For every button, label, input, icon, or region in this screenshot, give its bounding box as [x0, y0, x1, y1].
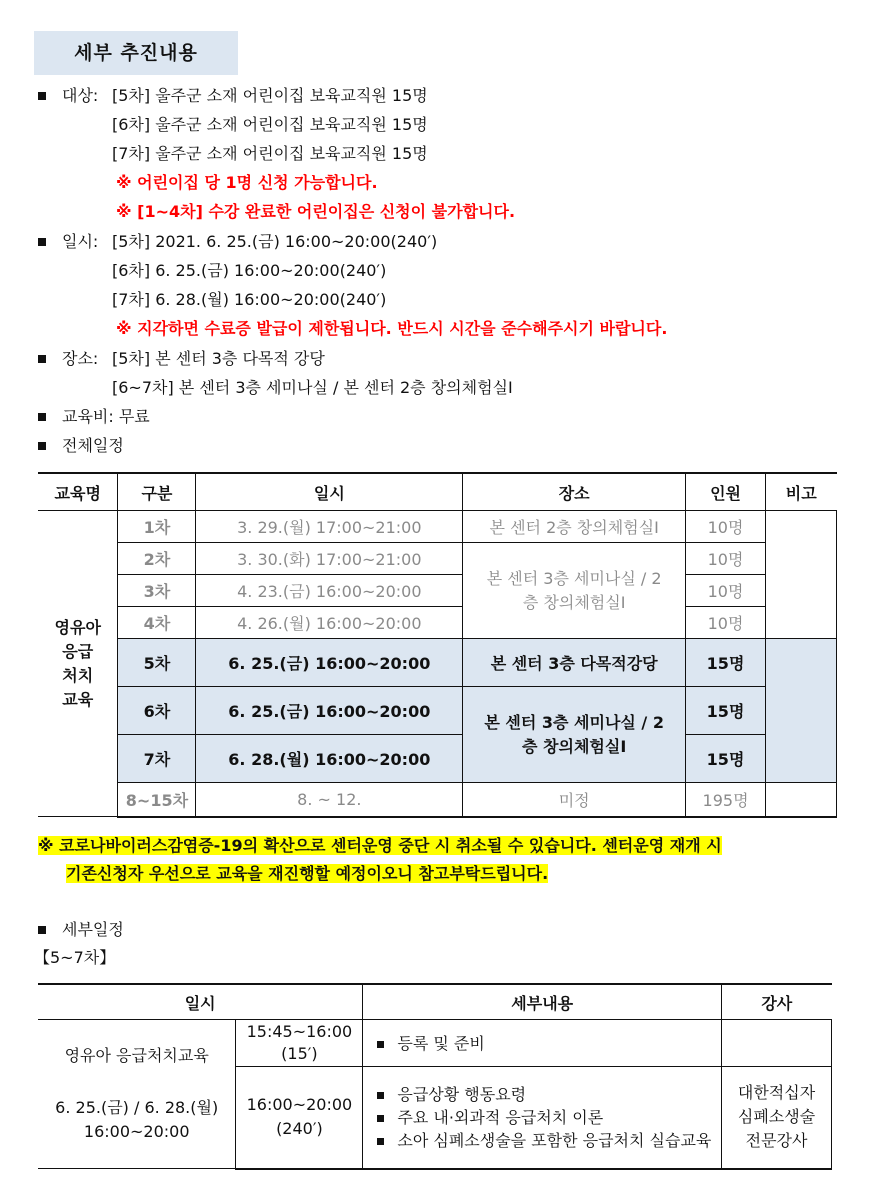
place-line-6-7: [6~7차] 본 센터 3층 세미나실 / 본 센터 2층 창의체험실Ⅰ: [112, 378, 513, 397]
session-count: 15명: [686, 639, 766, 687]
session-place: 본 센터 3층 세미나실 / 2층 창의체험실Ⅰ: [463, 687, 686, 783]
session-count: 15명: [686, 735, 766, 783]
session-no: 7차: [118, 735, 196, 783]
row2-instructor: [722, 1067, 832, 1169]
row1-time-cell: [236, 1020, 363, 1067]
header-remark: 비고: [766, 473, 837, 511]
session-count: 15명: [686, 687, 766, 735]
session-count: 10명: [686, 511, 766, 543]
date-note: ※ 지각하면 수료증 발급이 제한됩니다. 반드시 시간을 준수해주시기 바랍니다.: [116, 319, 668, 338]
bullet-icon: [38, 92, 46, 100]
session-no: 4차: [118, 607, 196, 639]
session-date: 8. ~ 12.: [196, 783, 463, 817]
header-instructor: 강사: [722, 984, 832, 1020]
detail-schedule-table: [38, 983, 832, 1170]
overall-schedule-table: [38, 472, 837, 818]
bullet-icon: [38, 413, 46, 421]
header-session: 구분: [118, 473, 196, 511]
row1-instructor: [722, 1020, 832, 1067]
session-count: 10명: [686, 607, 766, 639]
session-no: 2차: [118, 543, 196, 575]
session-place: 본 센터 2층 창의체험실Ⅰ: [463, 511, 686, 543]
target-line-7: [7차] 울주군 소재 어린이집 보육교직원 15명: [112, 144, 428, 163]
row1-item: 등록 및 준비: [375, 1032, 721, 1055]
row2-item: 주요 내·외과적 응급처치 이론: [375, 1106, 721, 1129]
instructor-line: 심폐소생술: [737, 1107, 816, 1127]
session-no: 5차: [118, 639, 196, 687]
target-note-1: ※ 어린이집 당 1명 신청 가능합니다.: [116, 173, 378, 192]
instructor-line: 대한적십자: [737, 1083, 816, 1103]
target-line-6: [6차] 울주군 소재 어린이집 보육교직원 15명: [112, 115, 428, 134]
session-place: 본 센터 3층 다목적강당: [463, 639, 686, 687]
session-no: 6차: [118, 687, 196, 735]
session-date: 6. 25.(금) 16:00~20:00: [196, 639, 463, 687]
target-line-5: [5차] 울주군 소재 어린이집 보육교직원 15명: [112, 86, 428, 105]
row1-time: 15:45~16:00: [246, 1022, 353, 1041]
row1-duration: (15′): [281, 1044, 318, 1063]
header-date: 일시: [196, 473, 463, 511]
row2-item: 응급상황 행동요령: [375, 1083, 721, 1106]
session-date: 3. 29.(월) 17:00~21:00: [196, 511, 463, 543]
session-date: 6. 25.(금) 16:00~20:00: [196, 687, 463, 735]
date-line-6: [6차] 6. 25.(금) 16:00~20:00(240′): [112, 261, 387, 280]
detail-schedule-label: 세부일정: [62, 920, 124, 939]
overall-schedule-label: 전체일정: [62, 436, 124, 455]
detail-group-label: 【5~7차】: [34, 948, 116, 967]
session-date: 4. 26.(월) 16:00~20:00: [196, 607, 463, 639]
session-no: 3차: [118, 575, 196, 607]
covid-notice: [38, 832, 838, 888]
place-line-5: [5차] 본 센터 3층 다목적 강당: [112, 349, 325, 368]
session-no: 8~15차: [118, 783, 196, 817]
date-line-7: [7차] 6. 28.(월) 16:00~20:00(240′): [112, 290, 387, 309]
target-note-2: ※ [1~4차] 수강 완료한 어린이집은 신청이 불가합니다.: [116, 202, 516, 221]
remark-cell: [766, 783, 837, 817]
course-name: 영유아 응급 처치 교육: [38, 511, 118, 817]
instructor-line: 전문강사: [745, 1131, 808, 1151]
session-count: 10명: [686, 575, 766, 607]
header-place: 장소: [463, 473, 686, 511]
header-course: 교육명: [38, 473, 118, 511]
session-date: 4. 23.(금) 16:00~20:00: [196, 575, 463, 607]
bullet-icon: [38, 355, 46, 363]
row2-time: 16:00~20:00: [246, 1095, 353, 1115]
row2-duration: (240′): [276, 1119, 323, 1139]
session-place: 본 센터 3층 세미나실 / 2층 창의체험실Ⅰ: [463, 543, 686, 639]
header-content: 세부내용: [363, 984, 722, 1020]
date-label: 일시:: [62, 232, 99, 251]
detail-time: 16:00~20:00: [83, 1122, 190, 1141]
place-label: 장소:: [62, 349, 99, 368]
session-count: 10명: [686, 543, 766, 575]
header-date: 일시: [38, 984, 363, 1020]
detail-dates: 6. 25.(금) / 6. 28.(월): [55, 1098, 219, 1117]
row2-item: 소아 심폐소생술을 포함한 응급처치 실습교육: [375, 1129, 721, 1152]
bullet-icon: [38, 926, 46, 934]
row2-content: [363, 1067, 722, 1169]
session-no: 1차: [118, 511, 196, 543]
section-title: 세부 추진내용: [34, 31, 238, 75]
fee-text: 교육비: 무료: [62, 407, 150, 426]
session-date: 6. 28.(월) 16:00~20:00: [196, 735, 463, 783]
row2-time-cell: [236, 1067, 363, 1169]
remark-cell: [766, 639, 837, 783]
row1-content: [363, 1020, 722, 1067]
session-place: 미정: [463, 783, 686, 817]
notice-line-2: 기존신청자 우선으로 교육을 재진행할 예정이오니 참고부탁드립니다.: [66, 864, 549, 883]
bullet-icon: [38, 238, 46, 246]
header-count: 인원: [686, 473, 766, 511]
remark-cell: [766, 511, 837, 639]
target-label: 대상:: [62, 86, 99, 105]
session-count: 195명: [686, 783, 766, 817]
date-line-5: [5차] 2021. 6. 25.(금) 16:00~20:00(240′): [112, 232, 438, 251]
bullet-icon: [38, 442, 46, 450]
session-date: 3. 30.(화) 17:00~21:00: [196, 543, 463, 575]
detail-course-cell: [38, 1020, 236, 1169]
notice-line-1: ※ 코로나바이러스감염증-19의 확산으로 센터운영 중단 시 취소될 수 있습니다. 센터운영 재개 시: [38, 836, 722, 855]
detail-course: 영유아 응급처치교육: [64, 1046, 209, 1065]
